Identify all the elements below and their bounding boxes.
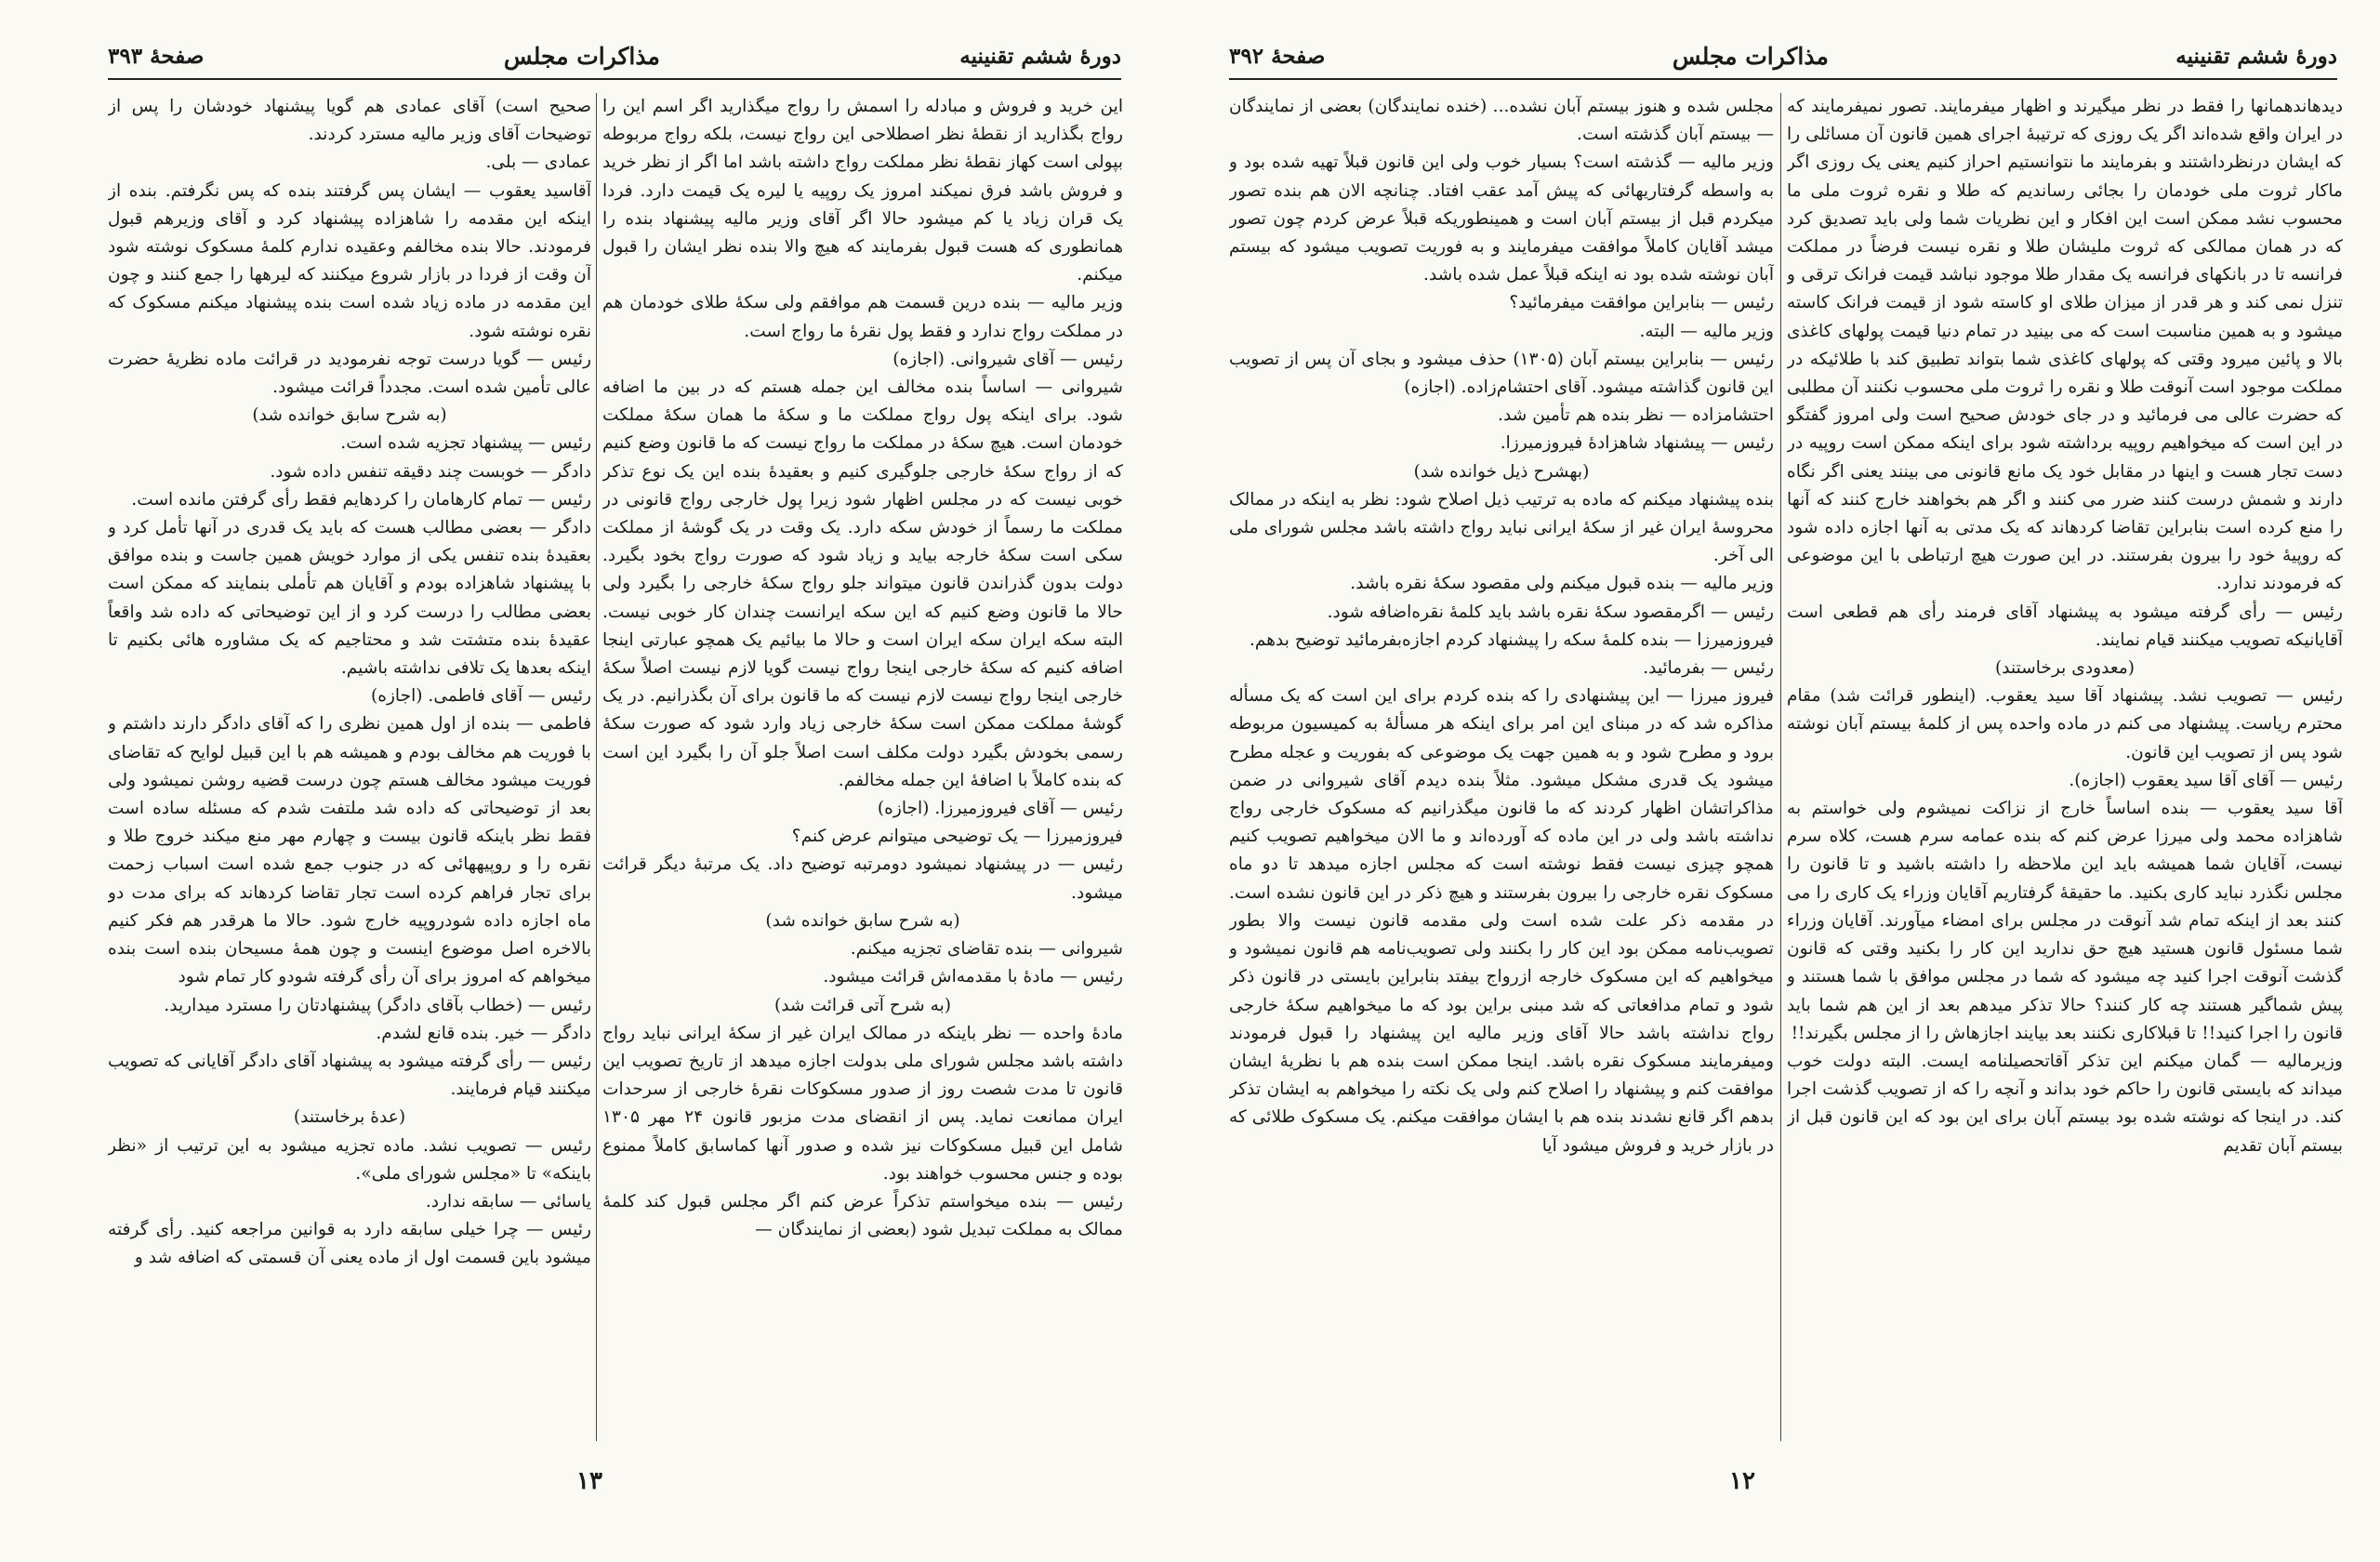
paragraph: وزیر مالیه — بنده قبول میکنم ولی مقصود سکهٔ نقره باشد. [1350,574,1774,594]
stage-direction: (به شرح سابق خوانده شد) [252,405,447,426]
right-page-left-column [1229,93,1774,1432]
paragraph: رئیس — (خطاب بآقای دادگر) پیشنهادتان را مسترد میدارید. [164,995,591,1015]
left-column-divider [596,93,597,1441]
paragraph: شیروانی — بنده تقاضای تجزیه میکنم. [850,939,1123,960]
paragraph: شیروانی — اساساً بنده مخالف این جمله هستم که در بین ما اضافه شود. برای اینکه پول رواج مملکت ما و سکهٔ ما همان سکهٔ مملکت خودمان است. هیچ سکهٔ در مملکت ما رواج نیست که ما قانون وضع کنیم که از رواج سکهٔ خارجی جلوگیری کنیم و بعقیدهٔ بنده این یک نوع تذکر خوبی نیست که در مجلس اظهار شود زیرا پول خارجی رواج قانونی در مملکت ما رسماً از خودش سکه دارد. یک وقت در یک گوشهٔ از مملکت سکی است سکهٔ خارجه بیاید و زیاد شود که صورت رواج بخود بگیرد. دولت بدون گذراندن قانون میتواند جلو رواج سکهٔ خارجی را بگیرد ولی حالا ما قانون وضع کنیم که این سکه ایرانست چندان کار خوبی نیست. البته سکه ایران سکه ایران است و حالا ما بیائیم یک همچو عبارتی اینجا اضافه کنیم که سکهٔ خارجی اینجا رواج نیست گویا لازم نیست اصلاً سکهٔ خارجی اینجا رواج نیست لازم نیست که ما قانون برای آن بگذرانیم. در یک گوشهٔ مملکت ممکن است سکهٔ خارجی زیاد وارد شود که صورت سکهٔ رسمی بخودش بگیرد دولت مکلف است اصلاً جلو آن را بگیرد این است که بنده کاملاً با اضافهٔ این جمله مخالفم. [602,377,1123,790]
paragraph: رئیس — آقای آقا سید یعقوب (اجازه). [2069,770,2343,790]
right-page-number: ۱۲ [1729,1467,1755,1495]
paragraph: دادگر — خیر. بنده قانع لشدم. [376,1023,591,1043]
paragraph: فاطمی — بنده از اول همین نظری را که آقای دادگر دارند داشتم و با فوریت هم مخالف بودم و همیشه هم با این قبیل لوایح که تقاضای فوریت میشود مخالف هستم چون درست قضیه روشن نمیشود ولی بعد از توضیحاتی که داده شد ملتفت شدم که مسئله ساده است فقط نظر باینکه قانون بیست و چهارم مهر منع میکند خروج طلا و نقره را و روپیههائی که در جنوب جمع شده است اسباب زحمت برای تجار فراهم کرده است تجار تقاضا کردهاند که برای مدت دو ماه اجازه داده شودروپیه خارج شود. حالا ما هرقدر هم فکر کنیم بالاخره اصل موضوع اینست و چون همهٔ مسیحان بنده است بنده میخواهم که امروز برای آن رأی گرفته شودو کار تمام شود [108,714,591,987]
paragraph: رئیس — پیشنهاد شاهزادهٔ فیروزمیرزا. [1500,433,1774,454]
paragraph: بنده پیشنهاد میکنم که ماده به ترتیب ذیل اصلاح شود: نظر به اینکه در ممالک محروسهٔ ایران غیر از سکهٔ ایرانی نباید رواج داشته باشد مجلس شورای ملی الی آخر. [1229,489,1774,566]
paragraph: رئیس — تصویب نشد. ماده تجزیه میشود به این ترتیب از «نظر باینکه» تا «مجلس شورای ملی». [108,1135,591,1184]
paragraph: وزیر مالیه — البته. [1639,321,1774,341]
paragraph: مادهٔ واحده — نظر باینکه در ممالک ایران غیر از سکهٔ ایرانی نباید رواج داشته باشد مجلس شورای ملی بدولت اجازه میدهد از تاریخ تصویب این قانون تا مدت شصت روز از صدور مسکوکات نقرهٔ خارجی از سرحدات ایران ممانعت نماید. پس از انقضای مدت مزبور قانون ۲۴ مهر ۱۳۰۵ شامل این قبیل مسکوکات نیز شده و صدور آنها کماسابق کاملاً ممنوع بوده و جنس محسوب خواهند بود. [602,1023,1123,1184]
paragraph: وزیر مالیه — بنده درین قسمت هم موافقم ولی سکهٔ طلای خودمان هم در مملکت رواج ندارد و فقط پول نقرهٔ ما رواج است. [602,293,1123,341]
paragraph: رئیس — آقای شیروانی. (اجازه) [892,349,1123,369]
right-header-rule [1229,78,2337,80]
paragraph: رئیس — بنابراین موافقت میفرمائید؟ [1509,293,1774,313]
paragraph: مجلس شده و هنوز بیستم آبان نشده... (خنده نمایندگان) بعضی از نمایندگان — بیستم آبان گذشته است. [1229,97,1774,145]
left-header-session: دورهٔ ششم تقنینیه [959,43,1121,69]
paragraph: این خرید و فروش و مبادله را اسمش را رواج میگذارید اگر اسم این را رواج بگذارید از نقطهٔ نظر اصطلاحی این رواج نیست، بلکه رواج مربوطه بپولی است کهاز نقطهٔ نظر مملکت رواج داشته باشد اما اگر از نظر خرید و فروش باشد فرق نمیکند امروز یک روپیه یا لیره یک قیمت دارد. فردا یک قران زیاد یا کم میشود حالا اگر آقای وزیر مالیه پیشنهاد بنده را همانطوری که هست قبول بفرمایند که هیچ والا بنده نظر ایشان را قبول میکنم. [602,97,1123,285]
right-page-right-column [1787,93,2343,1432]
stage-direction: (به شرح آتی قرائت شد) [774,995,952,1015]
stage-direction: (به شرح سابق خوانده شد) [765,910,960,931]
left-page-left-column [108,93,591,1432]
paragraph: یاسائی — سابقه ندارد. [425,1191,591,1211]
paragraph: رئیس — چرا خیلی سابقه دارد به قوانین مراجعه کنید. رأی گرفته میشود باین قسمت اول از ماده یعنی آن قسمتی که اضافه شد و [108,1220,591,1268]
right-column-divider [1780,93,1781,1441]
paragraph: فیروزمیرزا — یک توضیحی میتوانم عرض کنم؟ [791,827,1123,847]
left-header-page-label: صفحهٔ ۳۹۳ [108,43,205,69]
paragraph: آقاسید یعقوب — ایشان پس گرفتند بنده که پس نگرفتم. بنده از اینکه این مقدمه را شاهزاده پیشنهاد کرد و آقای وزیرهم قبول فرمودند. حالا بنده مخالفم وعقیده ندارم کلمهٔ مسکوک نوشته شود آن وقت از فردا در بازار شروع میکنند که لیرهها را جمع کنند و چون این مقدمه در ماده زیاد شده است بنده پیشنهاد میکنم مسکوک که نقره نوشته شود. [108,180,591,341]
paragraph: فیروزمیرزا — بنده کلمهٔ سکه را پیشنهاد کردم اجازه‌بفرمائید توضیح بدهم. [1249,629,1774,650]
paragraph: رئیس — مادهٔ با مقدمه‌اش قرائت میشود. [823,967,1123,987]
paragraph: رئیس — بنده میخواستم تذکراً عرض کنم اگر مجلس قبول کند کلمهٔ ممالک به مملکت تبدیل شود (بعضی از نمایندگان — [602,1191,1123,1240]
paragraph: رئیس — بفرمائید. [1643,658,1774,679]
left-page-right-column [602,93,1123,1432]
paragraph: رئیس — گویا درست توجه نفرمودید در قرائت ماده نظریهٔ حضرت عالی تأمین شده است. مجدداً قرائت میشود. [108,349,591,398]
paragraph: احتشامزاده — نظر بنده هم تأمین شد. [1498,405,1774,426]
left-header-title: مذاکرات مجلس [503,42,660,70]
paragraph: رئیس — تصویب نشد. پیشنهاد آقا سید یعقوب. (اینطور قرائت شد) مقام محترم ریاست. پیشنهاد می کنم در ماده واحده پس از کلمهٔ بیستم آبان نوشته شود پس از تصویب این قانون. [1787,686,2343,762]
paragraph: رئیس — پیشنهاد تجزیه شده است. [340,433,591,454]
right-page-header [1229,37,2337,74]
paragraph: صحیح است) آقای عمادی هم گویا پیشنهاد خودشان را پس از توضیحات آقای وزیر مالیه مسترد کردند. [108,97,591,145]
paragraph: دادگر — خوبست چند دقیقه تنفس داده شود. [270,461,591,482]
left-page-number: ۱۳ [576,1467,602,1495]
paragraph: رئیس — آقای فیروزمیرزا. (اجازه) [877,799,1123,819]
paragraph: رئیس — آقای فاطمی. (اجازه) [370,686,591,707]
stage-direction: (بهشرح ذیل خوانده شد) [1413,461,1590,482]
paragraph: وزیر مالیه — گذشته است؟ بسیار خوب ولی این قانون قبلاً تهیه شده بود و به واسطه گرفتاریهائی که پیش آمد عقب افتاد. چنانچه الان هم بنده تصور میکردم قبل از بیستم آبان است و همینطوریکه قبلاً عرض کردم چون تصور میشد آقایان کاملاً موافقت میفرمایند و به فوریت تصویب میشود که بیستم آبان نوشته شده بود نه اینکه قبلاً عمل شده باشد. [1229,152,1774,285]
paragraph: فیروز میرزا — این پیشنهادی را که بنده کردم برای این است که یک مسأله مذاکره شد که در مبنای این امر برای اینکه هر مسألهٔ به کمیسیون مربوطه برود و مطرح شود و به همین جهت یک موضوعی که بفوریت و عجله مطرح میشود یک قدری مشکل میشود. مثلاً بنده دیدم آقای شیروانی در ضمن مذاکراتشان اظهار کردند که ما قانون میگذرانیم که مسکوک خارجی رواج نداشته باشد ولی در این ماده که آورده‌اند و ما الان میخواهیم تصویب کنیم همچو چیزی نیست فقط نوشته است که مجلس اجازه میدهد تا دو ماه مسکوک نقره خارجی را بیرون بفرستند و هیچ ذکر در این قانون نشده است. در مقدمه ذکر علت شده است ولی مقدمه قانون نیست والا بطور تصویب‌نامه ممکن بود این کار را بکنند ولی تصویب‌نامه هم قانون نمیشود و میخواهیم که این مسکوک خارجه ازرواج بیفتد بنابراین بایستی در قانون ذکر شود و تمام مدافعاتی که شد مبنی براین بود که ما میخواهیم سکهٔ خارجی رواج نداشته باشد حالا آقای وزیر مالیه این پیشنهاد را قبول فرمودند ومیفرمایند مسکوک نقره باشد. اینجا ممکن است بنده هم با نظریهٔ ایشان موافقت کنم و پیشنهاد را اصلاح کنم ولی یک نکته را میخواهم به ایشان تذکر بدهم اگر قانع نشدند بنده هم با ایشان موافقت میکنم. یک مسکوک طلائی که در بازار خرید و فروش میشود آیا [1229,686,1774,1156]
left-page [0,0,1173,1562]
paragraph: رئیس — بنابراین بیستم آبان (۱۳۰۵) حذف میشود و بجای آن پس از تصویب این قانون گذاشته میشود. آقای احتشام‌زاده. (اجازه) [1229,349,1774,398]
paragraph: عمادی — بلی. [485,152,591,173]
right-header-page-label: صفحهٔ ۳۹۲ [1229,43,1326,69]
paragraph: رئیس — در پیشنهاد نمیشود دومرتبه توضیح داد. یک مرتبهٔ دیگر قرائت میشود. [602,854,1123,903]
paragraph: آقا سید یعقوب — بنده اساساً خارج از نزاکت نمیشوم ولی خواستم به شاهزاده محمد ولی میرزا عرض کنم که بنده عمامه سرم هست، کلاه سرم نیست، آقایان شما همیشه باید این ملاحظه را داشته باشید و تا قانون را مجلس نگذرد نباید کاری بکنید. ما حقیقهٔ گرفتاریم آقایان وزراء یک کاری را می کنند بعد از اینکه تمام شد آنوقت در مجلس برای امضاء میآورند. آقایان وزراء شما مسئول قانون هستید هیچ حق ندارید این کار را بکنید وقتی که قانون گذشت آنوقت اجرا کنید چه میشود که شما در مجلس موافق با شما هستند و پیش شماگیر هستند چه کار کنند؟ حالا تذکر میدهم بعد از این هم شما باید قانون را اجرا کنید!! تا قبلاکاری نکنند بعد بیایند اجازهاش را از مجلس بگیرند!! [1787,799,2343,1043]
paragraph: رئیس — اگرمقصود سکهٔ نقره باشد باید کلمهٔ نقره‌اضافه شود. [1327,602,1774,622]
paragraph: رئیس — رأی گرفته میشود به پیشنهاد آقای دادگر آقایانی که تصویب میکنند قیام فرمایند. [108,1051,591,1100]
stage-direction: (عدهٔ برخاستند) [293,1107,406,1128]
right-header-session: دورهٔ ششم تقنینیه [2175,43,2337,69]
paragraph: دیدهاندهمانها را فقط در نظر میگیرند و اظهار میفرمایند. تصور نمیفرمایند که در ایران واقع شده‌اند اگر یک روزی که ترتیبهٔ اجرای همین قانون آن مسائلی را که ایشان درنظرداشتند و بفرمایند ما نتوانستیم احراز کنیم یعنی یک روزی اگر ماکار ثروت ملی خودمان را بجائی رساندیم که طلا و نقره ثروت ملی ما محسوب نشد ممکن است این افکار و این نظریات شما ولی باید تصدیق کرد که در همان ممالکی که ثروت ملیشان طلا و نقره نیست فرضاً در مملکت فرانسه تا در بانکهای فرانسه یک مقدار طلا موجود نباشد قیمت فرانک ترقی و تنزل نمی کند و هر قدر از میزان طلای او کاسته شود از قیمت فرانک کاسته میشود و به همین مناسبت است که می بینید در تمام دنیا قیمت پولهای کاغذی بالا و پائین میرود وقتی که پولهای کاغذی شما بتواند تطبیق کند با طلائیکه در مملکت موجود است آنوقت طلا و نقره را ثروت ملی محسوب نکنند آن مطلبی که حضرت عالی می فرمائید و در جای خودش صحیح است ولی امروز گفتگو در این است که میخواهیم روپیه برداشته شود برای اینکه ممکن است روپیه در دست تجار هست و اینها در مقابل خود یک مانع قانونی می بینند یعنی اگر نگاه دارند و شمش درست کنند ضرر می کنند و اگر هم بخواهند خارج کنند که آنها را منع کرده است بنابراین تقاضا کردهاند که یک مدتی به آنها اجازه داده شود که روپیهٔ خود را بیرون بفرستند. در این صورت هیچ ارتباطی با این موضوعی که فرمودند ندارد. [1787,97,2343,594]
right-header-title: مذاکرات مجلس [1672,42,1829,70]
left-page-header [108,37,1121,74]
paragraph: وزیرمالیه — گمان میکنم این تذکر آقاتحصیلنامه ایست. البته دولت خوب میداند که بایستی قانون را حاکم خود بداند و آنچه را که از تصویب گذشت اجرا کند. در اینجا که نوشته شده بود بیستم آبان برای این بود که این قانون قبل از بیستم آبان تقدیم [1787,1051,2343,1156]
paragraph: رئیس — رأی گرفته میشود به پیشنهاد آقای فرمند رأی هم قطعی است آقایانیکه تصویب میکنند قیام نمایند. [1787,602,2343,650]
stage-direction: (معدودی برخاستند) [1994,658,2135,679]
right-page [1173,0,2380,1562]
paragraph: دادگر — بعضی مطالب هست که باید یک قدری در آنها تأمل کرد و بعقیدهٔ بنده تنفس یکی از موارد خویش همین جاست و بنده موافق با پیشنهاد شاهزاده بودم و آقایان هم تأملی بنمایند که ممکن است بعضی مطالب را درست کرد و از این توضیحاتی که داده شد واقعاً عقیدهٔ بنده متشتت شد و محتاجیم که یک مشاوره هائی بکنیم تا اینکه بعدها یک تلافی نداشته باشیم. [108,518,591,679]
paragraph: رئیس — تمام کارهامان را کردهایم فقط رأی گرفتن مانده است. [131,489,591,510]
left-header-rule [108,78,1121,80]
